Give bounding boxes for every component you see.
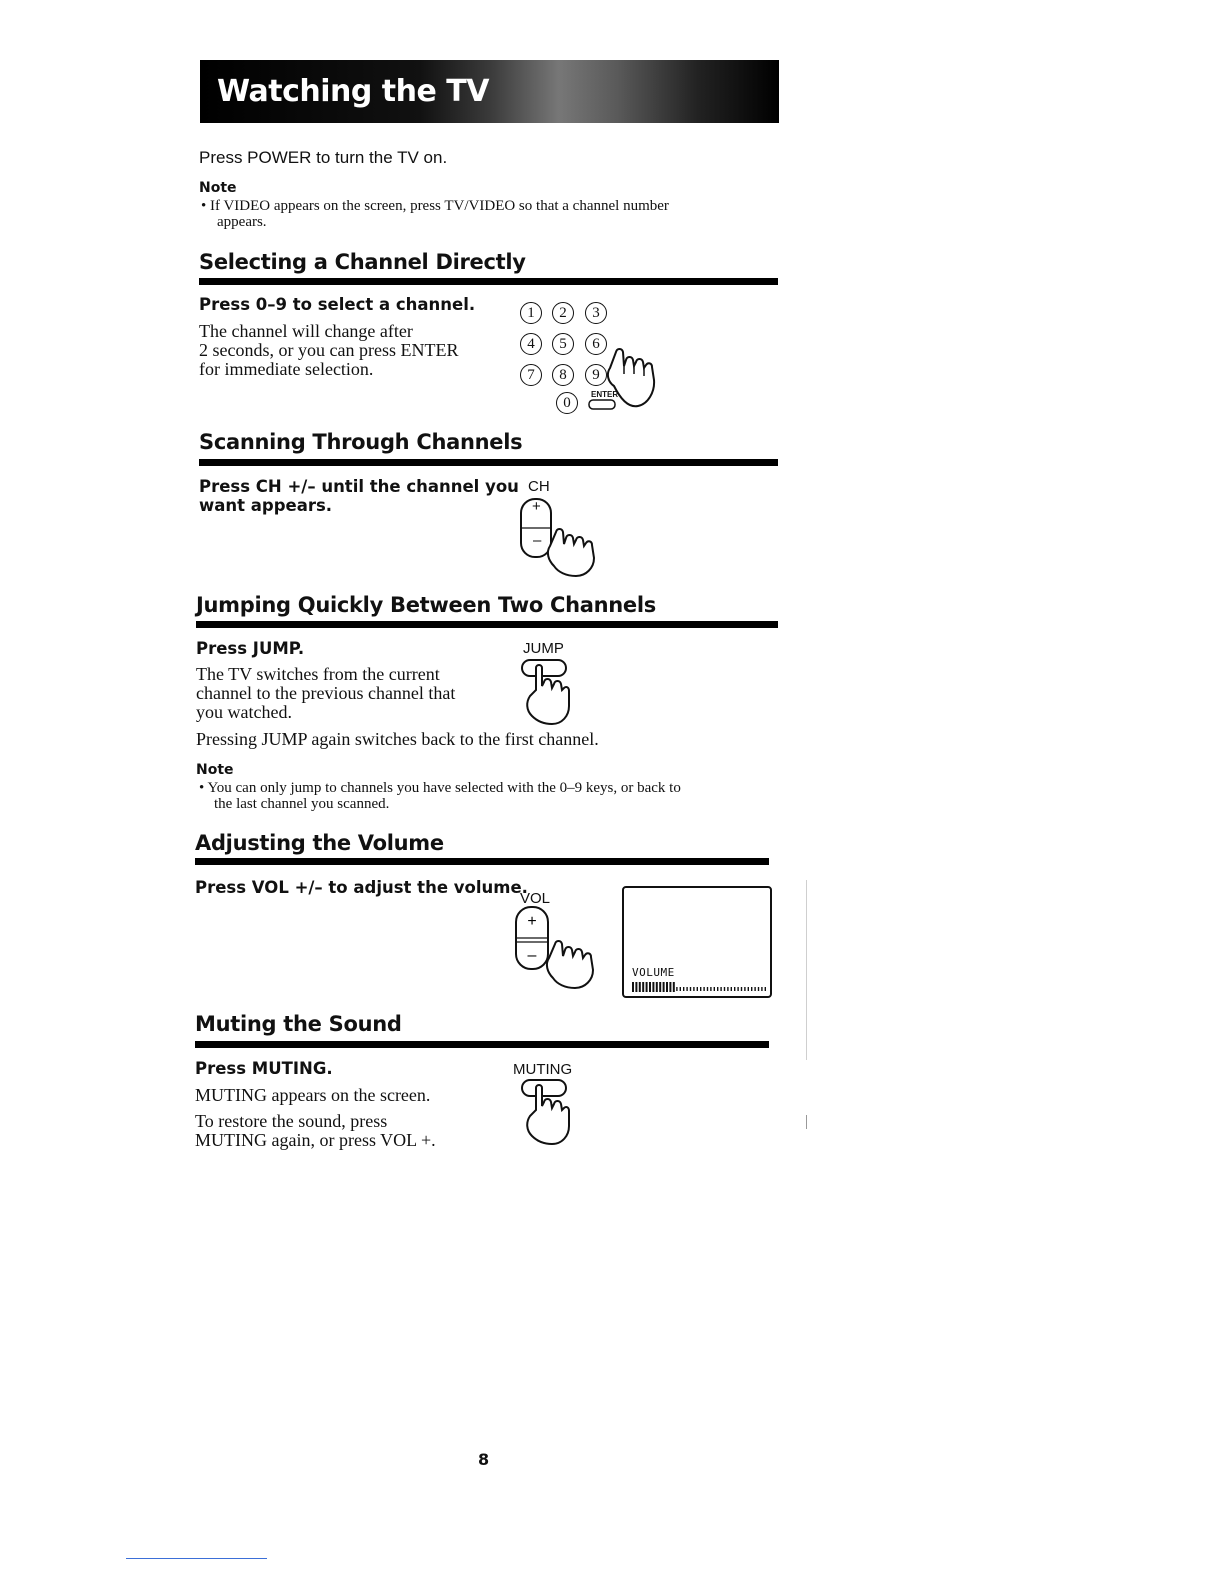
note-text-cont: the last channel you scanned. <box>214 796 390 812</box>
bottom-link-underline <box>126 1558 267 1559</box>
section-rule <box>195 1041 769 1048</box>
jump-body-line: channel to the previous channel that <box>196 683 456 703</box>
section-rule <box>196 621 778 628</box>
volume-segment-empty <box>676 987 677 991</box>
volume-segment-empty <box>714 987 715 991</box>
power-instruction: Press POWER to turn the TV on. <box>199 148 448 167</box>
volume-segment-empty <box>741 987 742 991</box>
note-label: Note <box>196 762 234 778</box>
key-2: 2 <box>552 302 574 324</box>
key-6: 6 <box>585 333 607 355</box>
note-label: Note <box>199 180 237 196</box>
page-number: 8 <box>478 1450 490 1469</box>
key-7: 7 <box>520 364 542 386</box>
key-5: 5 <box>552 333 574 355</box>
volume-segment-filled <box>646 982 648 992</box>
volume-segment-filled <box>635 982 637 992</box>
key-4: 4 <box>520 333 542 355</box>
volume-segment-empty <box>717 987 718 991</box>
direct-body-line: The channel will change after <box>199 321 413 341</box>
volume-segment-filled <box>666 982 668 992</box>
volume-segment-empty <box>765 987 766 991</box>
note-text: • If VIDEO appears on the screen, press TV/VIDEO so that a channel number <box>201 198 669 214</box>
volume-segment-empty <box>727 987 728 991</box>
section-rule <box>199 459 778 466</box>
scan-instruction-line: want appears. <box>199 496 333 515</box>
note-text-cont: appears. <box>217 214 267 230</box>
svg-text:–: – <box>527 947 537 964</box>
volume-segment-empty <box>690 987 691 991</box>
section-heading-volume: Adjusting the Volume <box>195 831 444 855</box>
volume-segment-empty <box>724 987 725 991</box>
direct-instruction: Press 0–9 to select a channel. <box>199 295 476 314</box>
jump-key-label: JUMP <box>523 640 564 657</box>
scan-instruction-line: Press CH +/– until the channel you <box>199 477 519 496</box>
enter-key-label: ENTER <box>591 390 619 399</box>
muting-body-line: MUTING appears on the screen. <box>195 1085 431 1105</box>
volume-segment-empty <box>737 987 738 991</box>
volume-segment-empty <box>686 987 687 991</box>
volume-segment-filled <box>669 982 671 992</box>
volume-segment-empty <box>680 987 681 991</box>
section-rule <box>199 278 778 285</box>
volume-segment-empty <box>707 987 708 991</box>
volume-segment-filled <box>642 982 644 992</box>
direct-body-line: 2 seconds, or you can press ENTER <box>199 340 459 360</box>
key-0: 0 <box>556 392 578 414</box>
ch-plus: + <box>532 498 541 515</box>
volume-segment-filled <box>656 982 658 992</box>
volume-segment-empty <box>748 987 749 991</box>
volume-instruction: Press VOL +/– to adjust the volume. <box>195 878 528 897</box>
volume-segment-empty <box>710 987 711 991</box>
direct-body-line: for immediate selection. <box>199 359 374 379</box>
muting-body-line: To restore the sound, press <box>195 1111 388 1131</box>
jump-body-line: Pressing JUMP again switches back to the first channel. <box>196 729 599 749</box>
volume-segment-filled <box>639 982 641 992</box>
section-heading-direct: Selecting a Channel Directly <box>199 250 526 274</box>
volume-segment-empty <box>744 987 745 991</box>
volume-segment-empty <box>693 987 694 991</box>
volume-segment-empty <box>700 987 701 991</box>
scan-margin-line <box>806 880 807 1060</box>
key-3: 3 <box>585 302 607 324</box>
jump-body-line: The TV switches from the current <box>196 664 440 684</box>
jump-body-line: you watched. <box>196 702 292 722</box>
volume-segment-filled <box>673 982 675 992</box>
volume-segment-empty <box>754 987 755 991</box>
ch-key-label: CH <box>528 478 550 495</box>
muting-instruction: Press MUTING. <box>195 1059 333 1078</box>
jump-instruction: Press JUMP. <box>196 639 305 658</box>
muting-key-press-icon <box>518 1076 574 1146</box>
volume-segment-empty <box>683 987 684 991</box>
volume-segment-empty <box>697 987 698 991</box>
volume-segment-filled <box>649 982 651 992</box>
volume-segment-empty <box>731 987 732 991</box>
muting-body-line: MUTING again, or press VOL +. <box>195 1130 436 1150</box>
jump-key-press-icon <box>518 656 574 726</box>
section-heading-jump: Jumping Quickly Between Two Channels <box>196 593 656 617</box>
section-heading-muting: Muting the Sound <box>195 1012 402 1036</box>
ch-minus: – <box>533 532 542 549</box>
pointing-hand-icon <box>594 336 666 412</box>
volume-segment-filled <box>652 982 654 992</box>
volume-segment-filled <box>632 982 634 992</box>
volume-segment-empty <box>703 987 704 991</box>
volume-segment-empty <box>751 987 752 991</box>
page-title: Watching the TV <box>217 74 489 109</box>
section-heading-scan: Scanning Through Channels <box>199 430 523 454</box>
volume-osd-label: VOLUME <box>632 966 675 979</box>
volume-segment-empty <box>761 987 762 991</box>
svg-text:+: + <box>527 913 537 930</box>
key-8: 8 <box>552 364 574 386</box>
section-rule <box>195 858 769 865</box>
note-text: • You can only jump to channels you have selected with the 0–9 keys, or back to <box>199 780 681 796</box>
muting-key-label: MUTING <box>513 1061 573 1078</box>
volume-level-bar <box>632 982 768 992</box>
volume-segment-empty <box>758 987 759 991</box>
key-9: 9 <box>585 364 607 386</box>
volume-segment-empty <box>720 987 721 991</box>
volume-segment-empty <box>734 987 735 991</box>
scan-margin-mark <box>806 1115 807 1129</box>
volume-segment-filled <box>659 982 661 992</box>
volume-segment-filled <box>663 982 665 992</box>
vol-key-label: VOL <box>520 890 551 907</box>
key-1: 1 <box>520 302 542 324</box>
vol-rocker-key-icon <box>513 904 605 990</box>
